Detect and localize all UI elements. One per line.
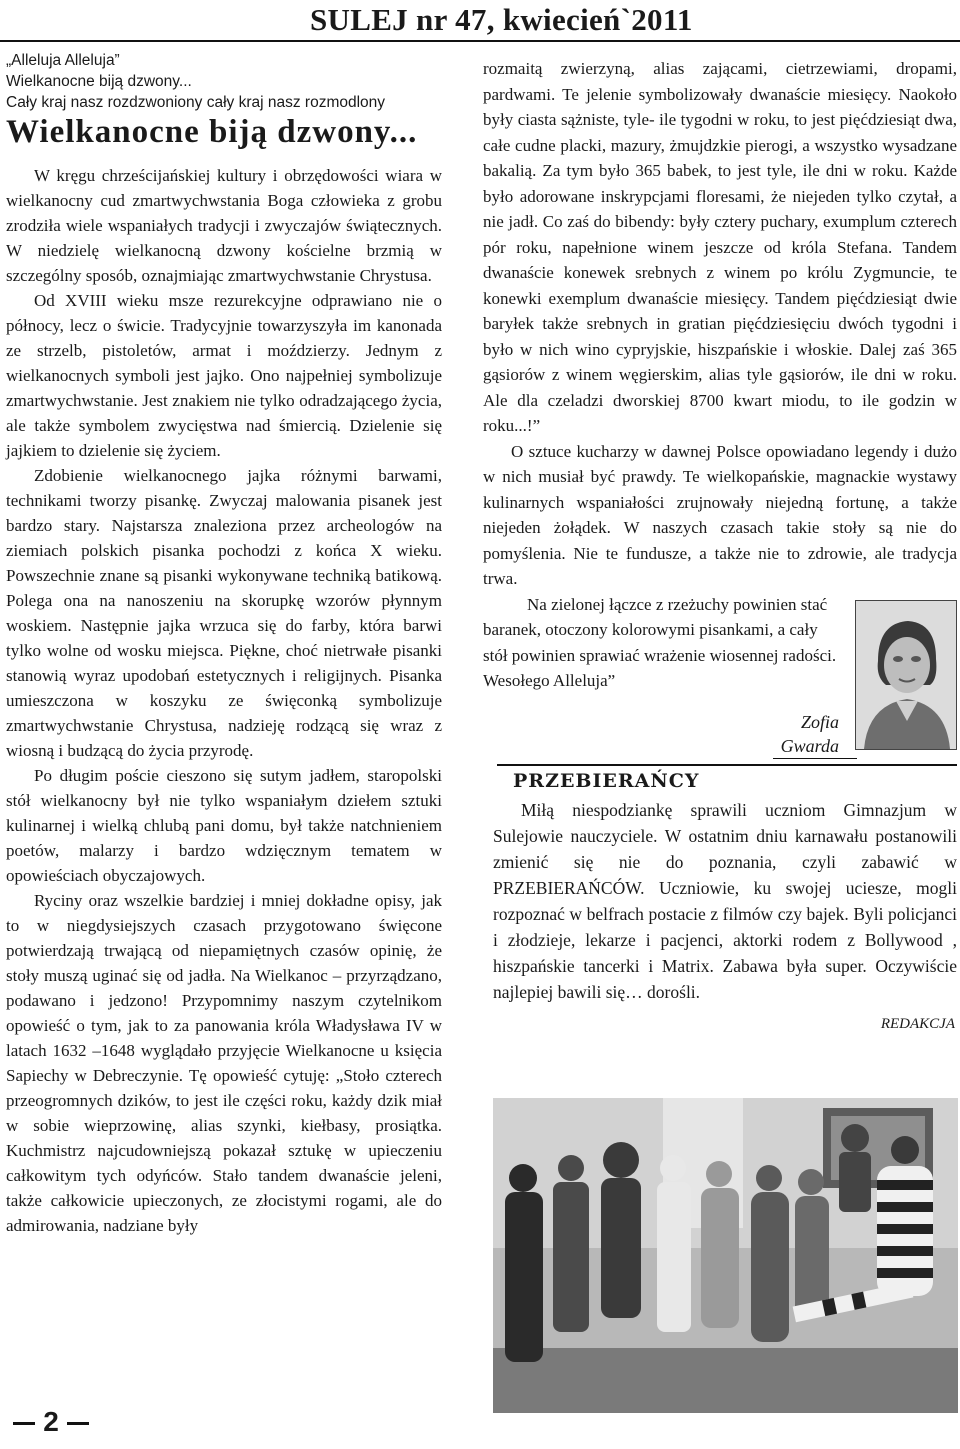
intro-line: Cały kraj nasz rozdzwoniony cały kraj nasz rozmodlony (6, 94, 386, 111)
article-left-column (6, 50, 442, 1238)
article-paragraph: Ryciny oraz wszelkie bardziej i mniej dokładne opisy, jak to w niegdysiejszych czasach przygotowano święcone potwierdzają trwającą od niepamiętnych czasów opinię, że stoły muszą uginać się od jadła. Na Wielkanoc – przyrządzano, podawano i jedzono! Przypomnimy naszym czytelnikom opowieść o tym, jak to za panowania króla Władysława IV w latach 1632 –1648 wyglądało przyjęcie Wielkanocne u księcia Sapiechy w Debreczynie. Tę opowieść cytuję: „Stoło czterech przeogromnych dzików, to jest ile części roku, każdy dzik miał w sobie wieprzowinę, alias szynki, kiełbasy, prosiątka. Kuchmistrz najcudowniejszą pokazał sztukę w upieczeniu całkowitym tych odyńców. Stało tandem dwanaście jeleni, także całkowicie upieczonych, ze złocistymi rogami, ale do admirowania, nadziane były (6, 891, 442, 1235)
intro-line: „Alleluja Alleluja” (6, 52, 120, 69)
page-number (6, 1406, 96, 1438)
article-paragraph: Zdobienie wielkanocnego jajka różnymi barwami, technikami tworzy pisankę. Zwyczaj malowania pisanek jest bardzo stary. Najstarsza znaleziona przez archeologów na ziemiach polskich pisanka pochodzi z końca X wieku. Powszechnie znane są pisanki wykonywane techniką batikową. Polega ona na nanoszeniu na skorupkę wzorów płynnym woskiem. Następnie jajka wrzuca się do farby, która barwi tylko wolne od wosku miejsca. Piękne, choć nietrwałe pisanki stanowią wyraz upodobań estetycznych i religijnych. Pisanka umieszczona w koszyku ze święconką symbolizuje zmartwychwstanie Chrystusa, nadzieję rodzącą się wraz z wiosną i budzącą do życia przyrodę. (6, 466, 442, 760)
closing-wish-text: Na zielonej łączce z rzeżuchy powinien stać baranek, otoczony kolorowymi pisankami, a cały stół powinien sprawiać wrażenie wiosennej radości. Wesołego Alleluja” (483, 594, 837, 690)
intro-line: Wielkanocne biją dzwony... (6, 73, 192, 90)
newspaper-header: SULEJ nr 47, kwiecień`2011 (310, 2, 693, 37)
page-number-text: 2 (43, 1406, 59, 1437)
article-title: Wielkanocne biją dzwony... (6, 114, 418, 150)
article-paragraph: W kręgu chrześcijańskiej kultury i obrzędowości wiara w wielkanocny cud zmartwychwstania Boga człowieka z grobu zrodziła wiele wspaniałych tradycji i zwyczajów świątecznych. W niedzielę wielkanocną dzwony kościelne brzmią w szczególny sposób, oznajmiając zmartwychwstanie Chrystusa. (6, 166, 442, 285)
section-body: Miłą niespodziankę sprawili uczniom Gimnazjum w Sulejowie nauczyciele. W ostatnim dniu karnawału postanowili zmienić się nie do poznania, czyli zabawić w PRZEBIERAŃCÓW. Uczniowie, ku swojej uciesze, mogli rozpoznać w belfrach postacie z filmów czy bajek. Byli policjanci i złodzieje, lekarze i pacjenci, aktorki rodem z Bollywood , hiszpańskie tancerki i Matrix. Zabawa była super. Oczywiście najlepiej bawili się… dorośli. (493, 800, 957, 1002)
article-paragraph: Po długim poście cieszono się sutym jadłem, staropolski stół wielkanocny był nie tylko wspaniałym dziełem sztuki kulinarnej i wielką chlubą pani domu, był także natchnieniem poetów, malarzy i bardzo wdzięcznym tematem w opowieściach obyczajowych. (6, 766, 442, 885)
section-credit: REDAKCJA (880, 1016, 955, 1032)
article-paragraph: O sztuce kucharzy w dawnej Polsce opowiadano legendy i dużo w nich musiał być prawdy. Te wielkopańskie, magnackie wystawy kulinarnych wspaniałości zrujnowały niejedną fortunę, a także niejeden żołądek. W naszych czasach takie stoły są nie do pomyślenia. Nie te fundusze, a także nie to zdrowie, ale tradycja trwa. (483, 441, 957, 588)
section-title: PRZEBIERAŃCY (513, 770, 700, 792)
group-photo (493, 1098, 958, 1413)
author-first-name: Zofia (800, 711, 839, 732)
author-last-name: Gwarda (780, 735, 839, 756)
article-paragraph: Od XVIII wieku msze rezurekcyjne odprawiano nie o północy, lecz o świcie. Tradycyjnie towarzyszyła im kanonada ze strzelb, pistoletów, armat i moździerzy. Jednym z wielkanocnych symboli jest jajko. Ono najpełniej symbolizuje zmartwychwstanie. Jest znakiem nie tylko odradzającego życia, ale także symbolem zwycięstwa nad śmiercią. Dzielenie się jajkiem to dzielenie się życiem. (6, 291, 442, 460)
section-rule (497, 764, 957, 766)
article-paragraph: rozmaitą zwierzyną, alias zającami, cietrzewiami, dropami, pardwami. Te jelenie symbolizowały dwanaście miesięcy. Naokoło były ciasta sążniste, tyle- ile tygodni w roku, to jest pięćdziesiąt dwa, całe cudne placki, mazury, żmujdzkie pierogi, a wszystko wysadzane bakalią. Za tym było 365 babek, to jest tyle, ile dni w roku. Każde było adorowane inskrypcjami floresami, że niejeden tylko czytał, a nie jadł. Co zaś do bibendy: były cztery puchary, exumplum czterech pór roku, napełnione winem jeszcze od króla Stefana. Tandem dwanaście konewek srebnych z winem po królu Zygmuncie, te konewki exemplum dwanaście miesięcy. Tandem pięćdziesiąt dwie baryłek także srebnych in gratian pięćdziesięciu dwóch tygodni i było w nich wino cypryjskie, hiszpańskie i włoskie. Dalej zaś 365 gąsiorów z winem węgierskim, alias tyle gąsiorów, ile dni w roku. Ale dla czeladzi dworskiej 8700 kwart miodu, to ile godzin w roku...!” (483, 59, 957, 435)
